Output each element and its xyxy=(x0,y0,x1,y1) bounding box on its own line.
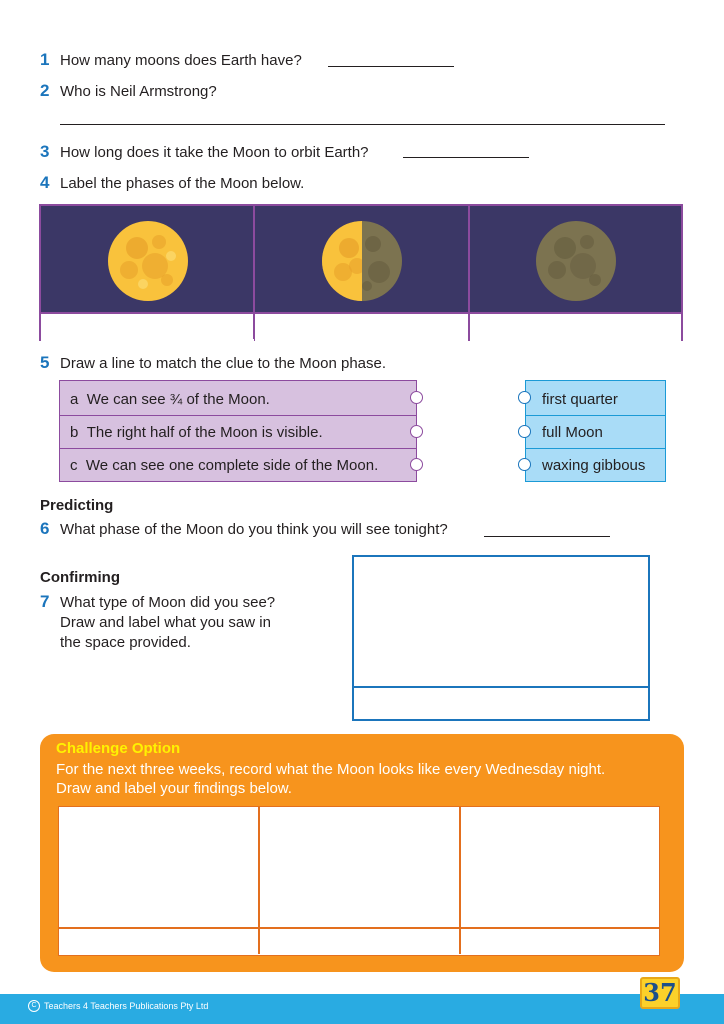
clue-b-connector-dot[interactable] xyxy=(410,425,423,438)
clue-letter: c xyxy=(70,457,78,474)
phase-options-list xyxy=(525,380,666,482)
page-number: 37 xyxy=(640,977,680,1009)
question-number-4: 4 xyxy=(40,173,50,192)
question-4-text: Label the phases of the Moon below. xyxy=(60,175,305,192)
question-7-line-1: What type of Moon did you see? xyxy=(60,594,276,611)
night-sky xyxy=(255,206,468,312)
clue-letter: a xyxy=(70,391,79,408)
first-quarter-moon-icon xyxy=(321,220,403,302)
phase-3-connector-dot[interactable] xyxy=(518,458,531,471)
clue-row-a xyxy=(60,383,416,416)
phase-option-3: waxing gibbous xyxy=(542,457,646,474)
clue-a-connector-dot[interactable] xyxy=(410,391,423,404)
phase-option-1: first quarter xyxy=(542,391,618,408)
predicting-heading: Predicting xyxy=(40,497,114,514)
week-2-drawing-cell[interactable] xyxy=(260,807,459,926)
question-3-text: How long does it take the Moon to orbit Earth? xyxy=(60,144,369,161)
week-1-label-cell[interactable] xyxy=(59,929,258,954)
week-3-label-cell[interactable] xyxy=(461,929,658,954)
phase-option-2: full Moon xyxy=(542,424,603,441)
clue-text: We can see one complete side of the Moon. xyxy=(85,457,379,474)
question-number-6: 6 xyxy=(40,519,50,538)
phase-cell-2 xyxy=(255,206,468,339)
clue-c-connector-dot[interactable] xyxy=(410,458,423,471)
clue-letter: b xyxy=(70,424,79,441)
phase-2-connector-dot[interactable] xyxy=(518,425,531,438)
phase-label-box-3[interactable] xyxy=(470,312,681,341)
question-number-7: 7 xyxy=(40,592,50,611)
question-2-text: Who is Neil Armstrong? xyxy=(60,83,217,100)
night-sky xyxy=(470,206,681,312)
question-number-3: 3 xyxy=(40,142,50,161)
answer-line-1[interactable] xyxy=(328,66,454,67)
drawing-area[interactable] xyxy=(352,555,650,721)
question-number-5: 5 xyxy=(40,353,50,372)
drawing-label-box[interactable] xyxy=(354,686,648,719)
clue-list xyxy=(59,380,417,482)
clue-row-c xyxy=(60,449,416,482)
clue-text: The right half of the Moon is visible. xyxy=(86,424,323,441)
challenge-recording-grid xyxy=(58,806,660,956)
night-sky xyxy=(41,206,254,312)
clue-text: We can see ¾ of the Moon. xyxy=(86,391,270,408)
week-1-drawing-cell[interactable] xyxy=(59,807,258,926)
new-moon-icon xyxy=(535,220,617,302)
week-2-label-cell[interactable] xyxy=(260,929,459,954)
challenge-text-line-1: For the next three weeks, record what the Moon looks like every Wednesday night. xyxy=(56,761,606,778)
answer-line-3[interactable] xyxy=(403,157,529,158)
confirming-heading: Confirming xyxy=(40,569,120,586)
answer-line-2[interactable] xyxy=(60,124,665,125)
question-7-line-2: Draw and label what you saw in xyxy=(60,614,271,631)
question-1-text: How many moons does Earth have? xyxy=(60,52,302,69)
phase-1-connector-dot[interactable] xyxy=(518,391,531,404)
phase-label-box-2[interactable] xyxy=(255,312,468,341)
full-moon-icon xyxy=(107,220,189,302)
challenge-text-line-2: Draw and label your findings below. xyxy=(56,780,292,797)
phase-cell-1 xyxy=(41,206,254,339)
footer-copyright: Teachers 4 Teachers Publications Pty Ltd xyxy=(44,1001,209,1011)
phase-cell-3 xyxy=(470,206,681,339)
answer-line-6[interactable] xyxy=(484,536,610,537)
question-7-line-3: the space provided. xyxy=(60,634,191,651)
week-3-drawing-cell[interactable] xyxy=(461,807,658,926)
challenge-title: Challenge Option xyxy=(56,740,181,757)
copyright-icon: C xyxy=(28,1000,40,1012)
question-5-text: Draw a line to match the clue to the Moon phase. xyxy=(60,355,387,372)
moon-phases-table xyxy=(39,204,683,341)
question-number-1: 1 xyxy=(40,50,50,69)
challenge-panel xyxy=(40,734,684,972)
clue-row-b xyxy=(60,416,416,449)
footer-bar xyxy=(0,994,724,1024)
question-number-2: 2 xyxy=(40,81,50,100)
question-6-text: What phase of the Moon do you think you will see tonight? xyxy=(60,521,448,538)
phase-label-box-1[interactable] xyxy=(41,312,254,341)
